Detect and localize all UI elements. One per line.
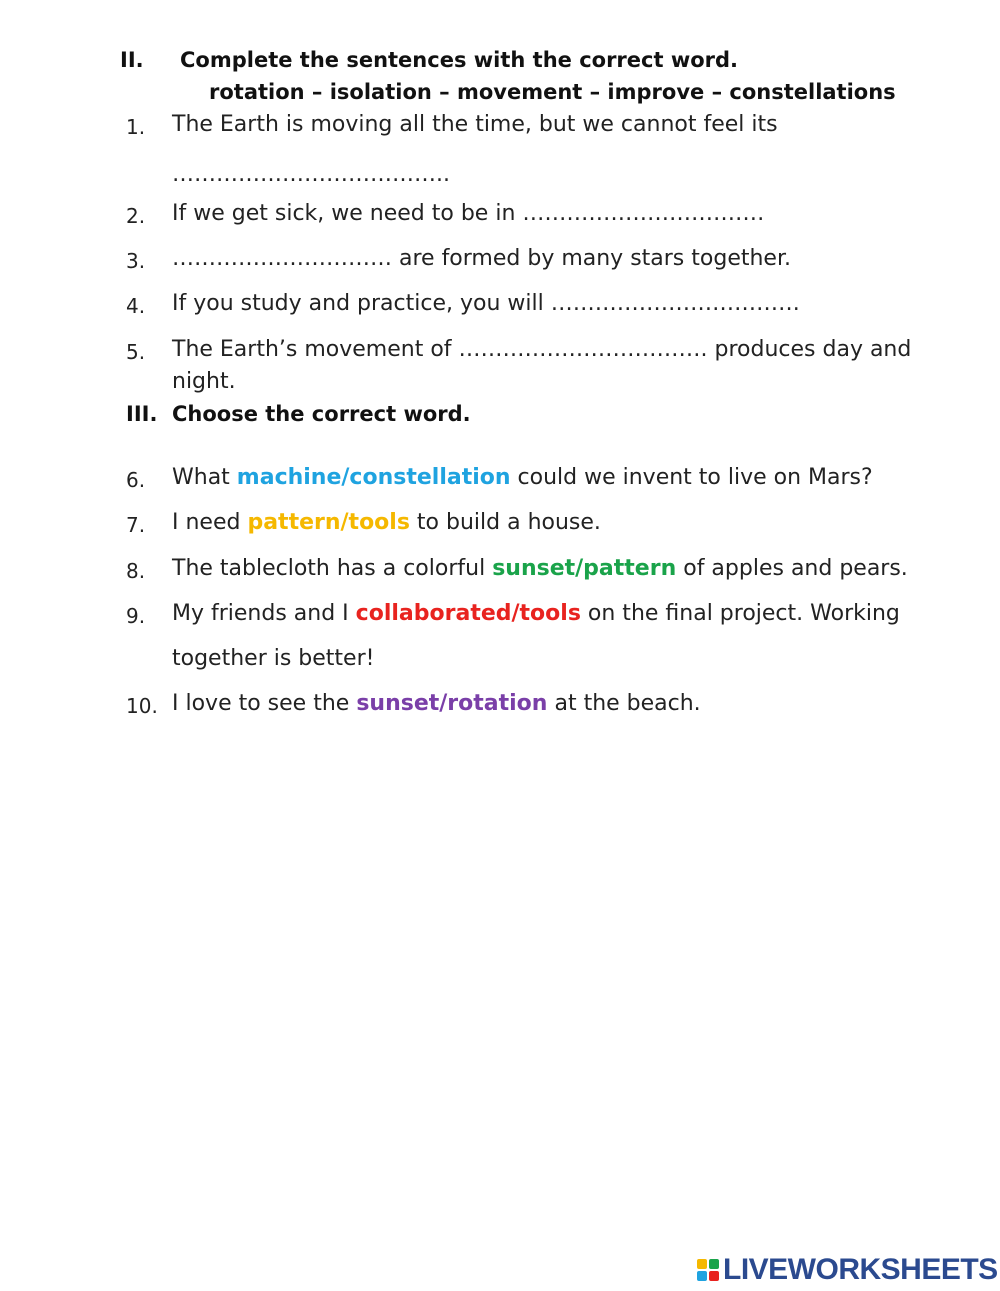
choice-sentence: My friends and I collaborated/tools on the final project. Working	[172, 601, 900, 626]
logo-squares-icon	[697, 1259, 719, 1281]
choice-dropdown[interactable]: sunset/rotation	[356, 691, 548, 716]
choice-dropdown[interactable]: machine/constellation	[236, 465, 511, 490]
fill-sentence[interactable]: If you study and practice, you will …………………………….	[172, 291, 800, 316]
fill-sentence-continued: night.	[172, 369, 236, 394]
section-2-title: Complete the sentences with the correct word.	[180, 48, 739, 72]
choice-sentence: I need pattern/tools to build a house.	[172, 510, 601, 535]
choice-sentence: The tablecloth has a colorful sunset/pattern of apples and pears.	[172, 556, 908, 581]
fill-sentence[interactable]: If we get sick, we need to be in ……………………………	[172, 201, 765, 226]
choice-sentence: What machine/constellation could we invent to live on Mars?	[172, 465, 873, 490]
item-number: 10.	[126, 694, 158, 718]
choice-dropdown[interactable]: sunset/pattern	[492, 556, 677, 581]
fill-sentence[interactable]: The Earth’s movement of ……………………………. produces day and	[172, 337, 912, 362]
choice-sentence-continued: together is better!	[172, 646, 375, 671]
item-number: 6.	[126, 468, 146, 492]
item-number: 3.	[126, 249, 146, 273]
item-number: 2.	[126, 204, 146, 228]
fill-blank[interactable]: ………………………………..	[172, 162, 450, 187]
section-2-numeral: II.	[120, 48, 144, 72]
item-number: 1.	[126, 115, 146, 139]
section-3-title: Choose the correct word.	[172, 402, 471, 426]
item-number: 4.	[126, 294, 146, 318]
fill-sentence: The Earth is moving all the time, but we cannot feel its	[172, 112, 778, 137]
choice-sentence: I love to see the sunset/rotation at the beach.	[172, 691, 701, 716]
item-number: 5.	[126, 340, 146, 364]
item-number: 9.	[126, 604, 146, 628]
section-3-numeral: III.	[126, 402, 158, 426]
choice-dropdown[interactable]: pattern/tools	[247, 510, 410, 535]
liveworksheets-logo[interactable]	[697, 1252, 998, 1288]
logo-text: LIVEWORKSHEETS	[723, 1253, 998, 1286]
item-number: 7.	[126, 513, 146, 537]
item-number: 8.	[126, 559, 146, 583]
word-bank: rotation – isolation – movement – improve – constellations	[209, 80, 896, 104]
choice-dropdown[interactable]: collaborated/tools	[355, 601, 581, 626]
fill-sentence[interactable]: ………………………… are formed by many stars together.	[172, 246, 791, 271]
